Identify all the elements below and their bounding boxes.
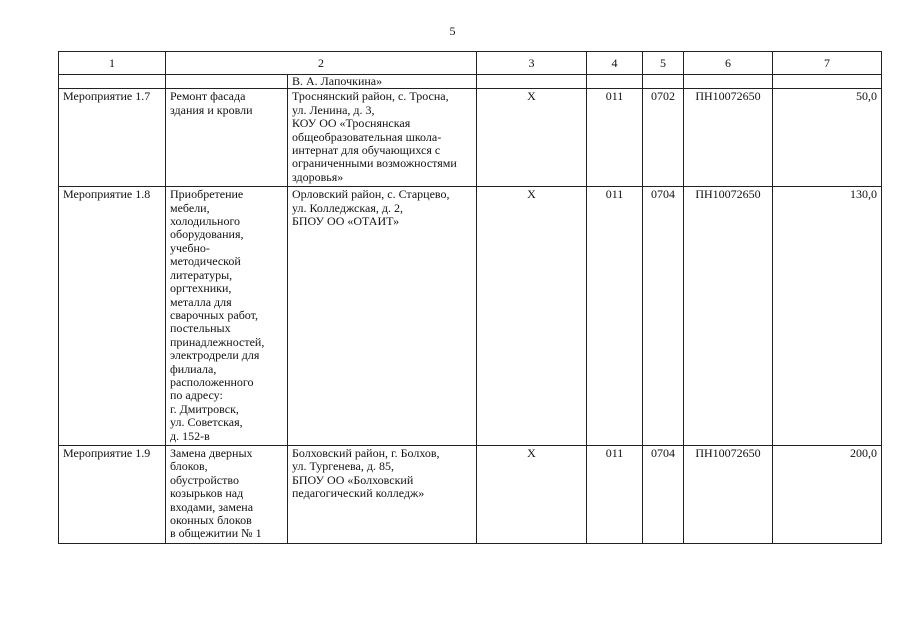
header-cell-4: 4 (587, 52, 643, 75)
measure-address: Троснянский район, с. Тросна, ул. Ленина, д. 3, КОУ ОО «Троснянская общеобразовательная школа- интернат для обучающихся с ограниченными возможностями здоровья» (288, 89, 477, 187)
measure-col4: 011 (587, 89, 643, 187)
table-row (59, 445, 882, 543)
measure-col5: 0702 (643, 89, 684, 187)
measure-col4: 011 (587, 187, 643, 446)
measure-amount: 50,0 (773, 89, 882, 187)
measure-col3: Х (477, 445, 587, 543)
measure-amount: 130,0 (773, 187, 882, 446)
header-cell-2: 2 (166, 52, 477, 75)
measure-col4: 011 (587, 445, 643, 543)
measure-amount: 200,0 (773, 445, 882, 543)
measure-id: Мероприятие 1.9 (59, 445, 166, 543)
measure-description: Приобретение мебели, холодильного оборудования, учебно- методической литературы, оргтехники, металла для сварочных работ, постельных принадлежностей, электродрели для филиала, расположенного по адресу: г. Дмитровск, ул. Советская, д. 152-в (166, 187, 288, 446)
measure-col6: ПН10072650 (684, 187, 773, 446)
header-cell-1: 1 (59, 52, 166, 75)
measure-col6: ПН10072650 (684, 445, 773, 543)
budget-table (58, 51, 882, 544)
continuation-row (59, 75, 882, 89)
measure-col5: 0704 (643, 187, 684, 446)
measure-col3: Х (477, 89, 587, 187)
header-cell-5: 5 (643, 52, 684, 75)
measure-address: Орловский район, с. Старцево, ул. Колледжская, д. 2, БПОУ ОО «ОТАИТ» (288, 187, 477, 446)
measure-id: Мероприятие 1.7 (59, 89, 166, 187)
measure-description: Замена дверных блоков, обустройство козырьков над входами, замена оконных блоков в общежитии № 1 (166, 445, 288, 543)
header-cell-3: 3 (477, 52, 587, 75)
header-cell-7: 7 (773, 52, 882, 75)
table-row (59, 89, 882, 187)
measure-col5: 0704 (643, 445, 684, 543)
header-cell-6: 6 (684, 52, 773, 75)
measure-col3: Х (477, 187, 587, 446)
page-number: 5 (449, 24, 456, 38)
measure-description: Ремонт фасада здания и кровли (166, 89, 288, 187)
header-row (59, 52, 882, 75)
measure-col6: ПН10072650 (684, 89, 773, 187)
continuation-text: В. А. Лапочкина» (288, 75, 477, 89)
table-row (59, 187, 882, 446)
measure-address: Болховский район, г. Болхов, ул. Тургенева, д. 85, БПОУ ОО «Болховский педагогический колледж» (288, 445, 477, 543)
measure-id: Мероприятие 1.8 (59, 187, 166, 446)
